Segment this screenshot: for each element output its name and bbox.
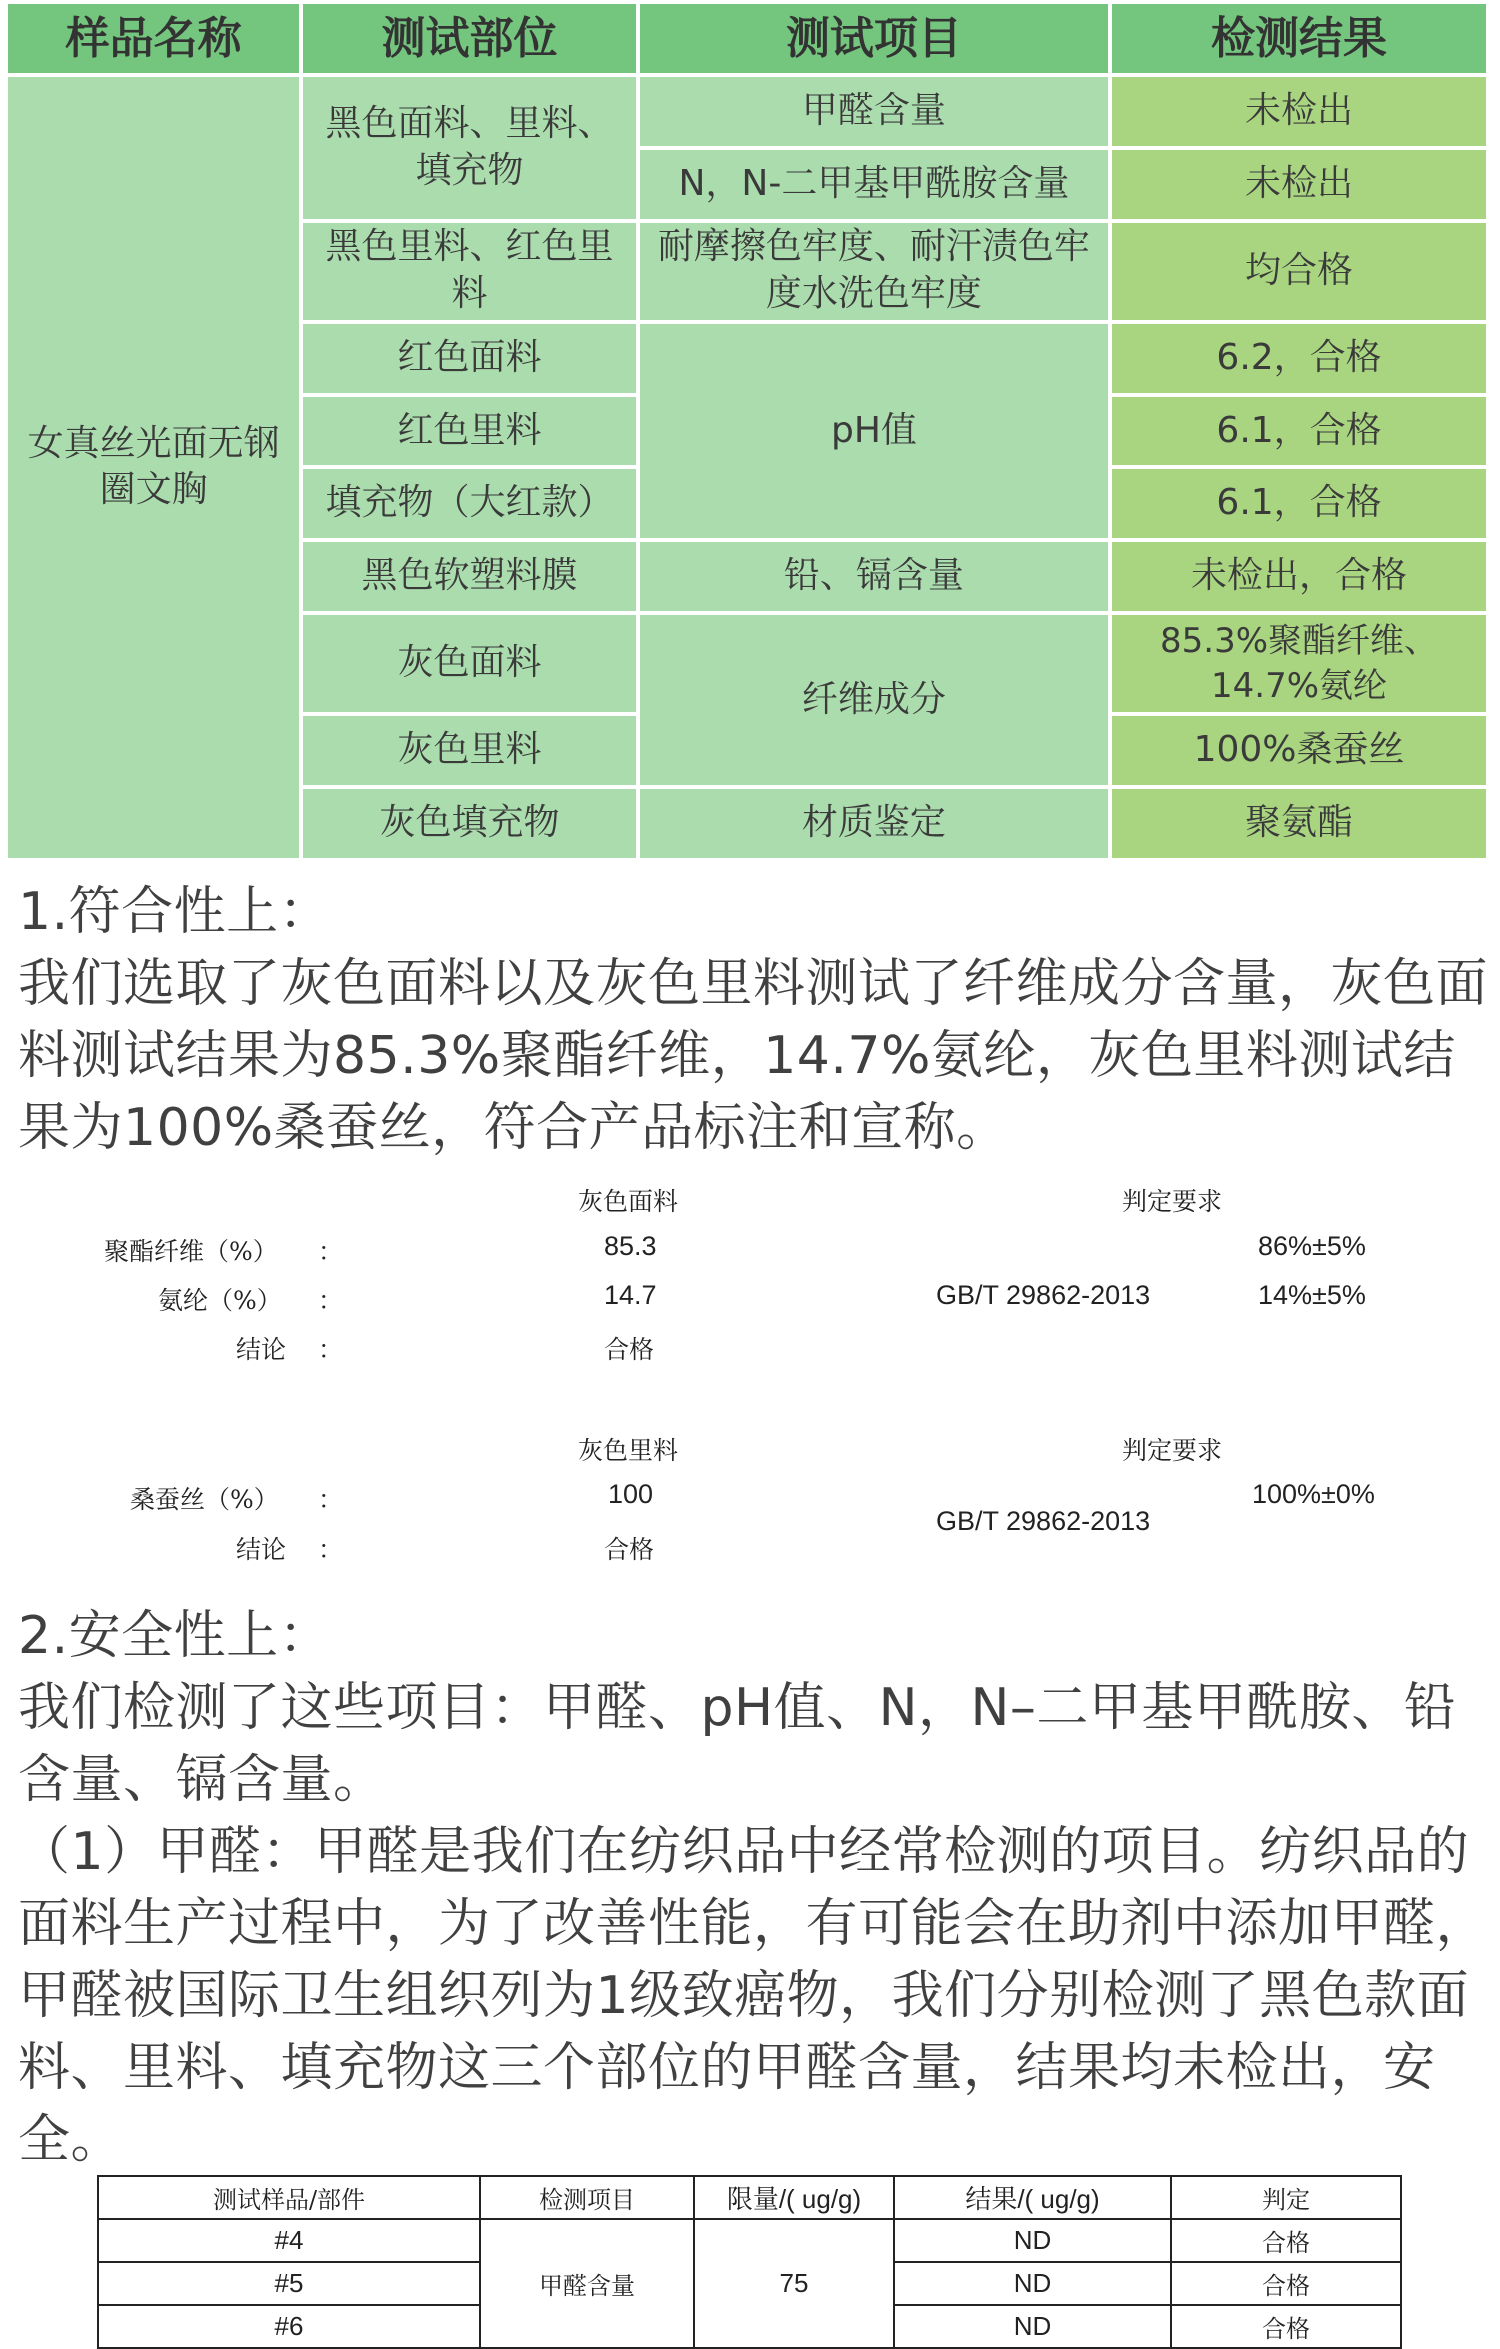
section1-heading: 1.符合性上：: [18, 882, 332, 942]
sample-cell: #6: [98, 2305, 480, 2348]
part-cell: 红色面料: [301, 322, 638, 395]
report-standard: GB/T 29862-2013: [936, 1280, 1151, 1310]
result-cell: ND: [894, 2262, 1171, 2305]
report-requirement: 100%±0%: [1252, 1479, 1375, 1509]
report-label: 结论: [236, 1535, 287, 1564]
verdict-cell: 合格: [1171, 2305, 1401, 2348]
report-standard: GB/T 29862-2013: [936, 1506, 1151, 1536]
result-cell: 100%桑蚕丝: [1110, 714, 1488, 787]
header-test-result: 检测结果: [1110, 2, 1488, 75]
header-verdict: 判定: [1171, 2176, 1401, 2219]
report-value: 14.7: [604, 1280, 657, 1310]
section1-body: 我们选取了灰色面料以及灰色里料测试了纤维成分含量，灰色面料测试结果为85.3%聚酯纤维，14.7%氨纶，灰色里料测试结果为100%桑蚕丝，符合产品标注和宣称。: [18, 954, 1489, 1158]
part-cell: 灰色里料: [301, 714, 638, 787]
report-column-requirement: 判定要求: [1122, 1436, 1223, 1465]
result-cell: ND: [894, 2219, 1171, 2262]
section2-body: 我们检测了这些项目：甲醛、pH值、N，N–二甲基甲酰胺、铅含量、镉含量。: [18, 1678, 1457, 1810]
part-cell: 黑色里料、红色里料: [301, 221, 638, 322]
formaldehyde-paragraph: （1）甲醛：甲醛是我们在纺织品中经常检测的项目。纺织品的面料生产过程中，为了改善性能，有可能会在助剂中添加甲醛，甲醛被国际卫生组织列为1级致癌物，我们分别检测了黑色款面料、里料、填充物这三个部位的甲醛含量，结果均未检出，安全。: [18, 1822, 1489, 2170]
part-cell: 红色里料: [301, 395, 638, 468]
item-cell: 耐摩擦色牢度、耐汗渍色牢度水洗色牢度: [638, 221, 1110, 322]
result-cell: 聚氨酯: [1110, 787, 1488, 860]
report-colon: ：: [318, 1485, 344, 1514]
formaldehyde-result-table: [97, 2175, 1402, 2349]
report-label: 氨纶（%）: [158, 1286, 282, 1315]
report-requirement: 86%±5%: [1258, 1231, 1366, 1261]
result-cell: 6.1，合格: [1110, 467, 1488, 540]
report-label: 结论: [236, 1335, 287, 1364]
item-cell: N，N-二甲基甲酰胺含量: [638, 148, 1110, 221]
report-value: 合格: [604, 1335, 655, 1364]
header-limit: 限量/( ug/g): [694, 2176, 894, 2219]
report-value: 合格: [604, 1535, 655, 1564]
result-cell: ND: [894, 2305, 1171, 2348]
header-test-item: 检测项目: [480, 2176, 694, 2219]
result-cell: 均合格: [1110, 221, 1488, 322]
item-cell: 纤维成分: [638, 613, 1110, 787]
test-item-cell: 甲醛含量: [480, 2219, 694, 2348]
item-cell: pH值: [638, 322, 1110, 541]
report-colon: ：: [318, 1535, 344, 1564]
part-cell: 黑色软塑料膜: [301, 540, 638, 613]
report-value: 85.3: [604, 1231, 657, 1261]
item-cell: 材质鉴定: [638, 787, 1110, 860]
report-column-sample: 灰色面料: [578, 1187, 679, 1216]
report-label: 聚酯纤维（%）: [104, 1237, 278, 1266]
header-test-part: 测试部位: [301, 2, 638, 75]
item-cell: 甲醛含量: [638, 75, 1110, 148]
part-cell: 灰色填充物: [301, 787, 638, 860]
result-cell: 未检出: [1110, 148, 1488, 221]
sample-cell: #4: [98, 2219, 480, 2262]
result-cell: 85.3%聚酯纤维、14.7%氨纶: [1110, 613, 1488, 714]
report-requirement: 14%±5%: [1258, 1280, 1366, 1310]
header-sample-name: 样品名称: [6, 2, 301, 75]
item-cell: 铅、镉含量: [638, 540, 1110, 613]
report-colon: ：: [318, 1286, 344, 1315]
report-value: 100: [608, 1479, 654, 1509]
report-colon: ：: [318, 1237, 344, 1266]
part-cell: 填充物（大红款）: [301, 467, 638, 540]
section2-heading: 2.安全性上：: [18, 1606, 332, 1666]
limit-cell: 75: [694, 2219, 894, 2348]
report-label: 桑蚕丝（%）: [130, 1485, 279, 1514]
header-result: 结果/( ug/g): [894, 2176, 1171, 2219]
test-results-table: [4, 0, 1490, 862]
part-cell: 灰色面料: [301, 613, 638, 714]
sample-cell: #5: [98, 2262, 480, 2305]
part-cell: 黑色面料、里料、填充物: [301, 75, 638, 221]
result-cell: 6.1，合格: [1110, 395, 1488, 468]
header-test-item: 测试项目: [638, 2, 1110, 75]
report-column-requirement: 判定要求: [1122, 1187, 1223, 1216]
sample-name-cell: 女真丝光面无钢圈文胸: [6, 75, 301, 860]
verdict-cell: 合格: [1171, 2219, 1401, 2262]
result-cell: 未检出，合格: [1110, 540, 1488, 613]
report-colon: ：: [318, 1335, 344, 1364]
result-cell: 6.2，合格: [1110, 322, 1488, 395]
report-column-sample: 灰色里料: [578, 1436, 679, 1465]
header-sample-part: 测试样品/部件: [98, 2176, 480, 2219]
verdict-cell: 合格: [1171, 2262, 1401, 2305]
result-cell: 未检出: [1110, 75, 1488, 148]
